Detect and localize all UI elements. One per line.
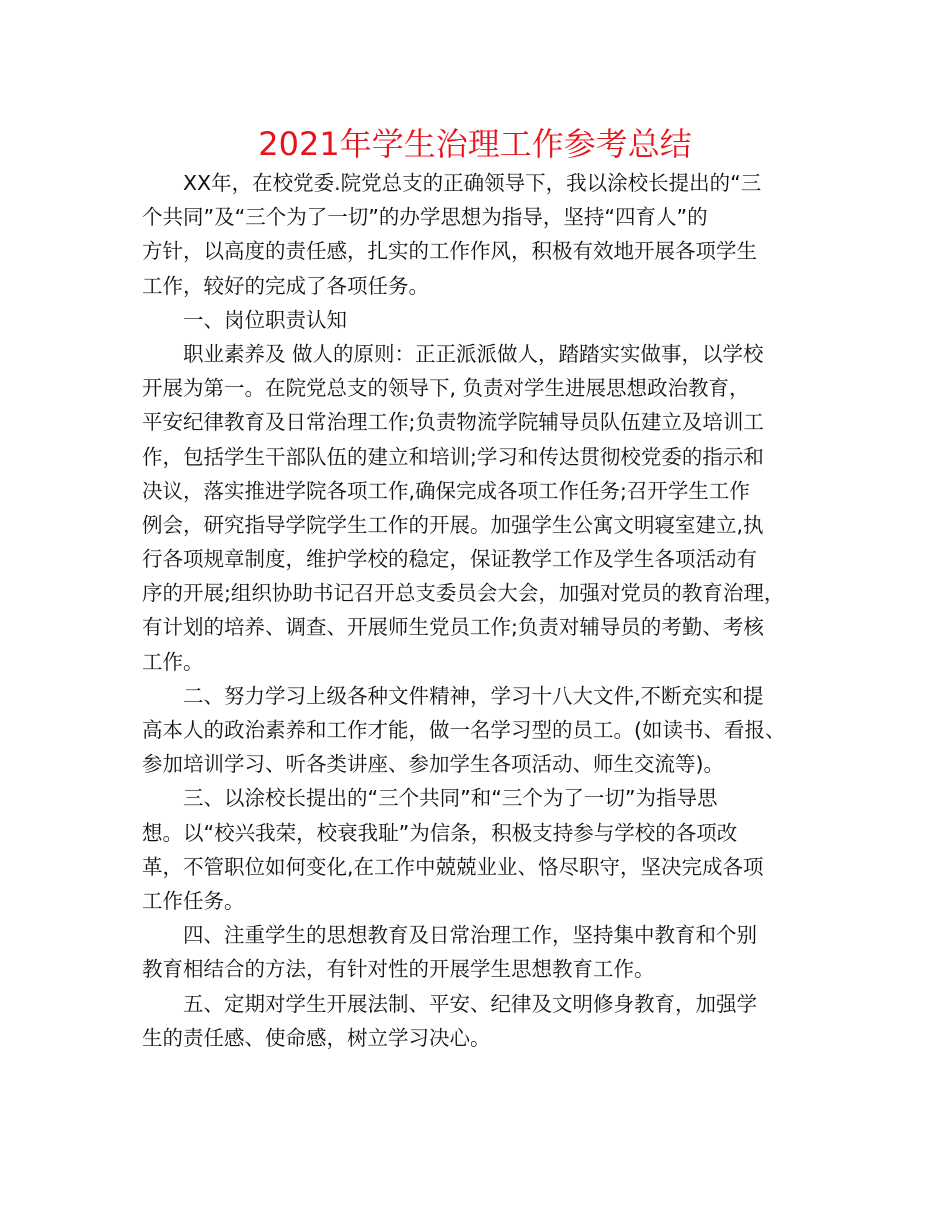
text-line: 例会，研究指导学院学生工作的开展。加强学生公寓文明寝室建立,执	[142, 512, 764, 537]
paragraph	[142, 679, 822, 782]
text-line: 生的责任感、使命感，树立学习决心。	[142, 1025, 491, 1050]
text-line: 工作任务。	[142, 888, 245, 913]
paragraph	[142, 781, 822, 918]
text-line: 行各项规章制度，维护学校的稳定，保证教学工作及学生各项活动有	[142, 547, 757, 572]
text-line: 五、定期对学生开展法制、平安、纪律及文明修身教育，加强学	[183, 991, 757, 1016]
text-line: 工作，较好的完成了各项任务。	[142, 273, 429, 298]
paragraph	[142, 166, 822, 303]
text-line: 决议，落实推进学院各项工作,确保完成各项工作任务;召开学生工作	[142, 478, 750, 503]
text-line: 参加培训学习、听各类讲座、参加学生各项活动、师生交流等)。	[142, 752, 724, 777]
paragraph	[142, 337, 822, 679]
text-line: 开展为第一。在院党总支的领导下, 负责对学生进展思想政治教育，	[142, 376, 750, 401]
document-body	[142, 166, 822, 1055]
text-line: 平安纪律教育及日常治理工作;负责物流学院辅导员队伍建立及培训工	[142, 410, 764, 435]
text-line: 有计划的培养、调查、开展师生党员工作;负责对辅导员的考勤、考核	[142, 615, 764, 640]
text-line: 方针，以高度的责任感，扎实的工作作风，积极有效地开展各项学生	[142, 239, 757, 264]
paragraph	[142, 987, 822, 1055]
text-line: 三、以涂校长提出的“三个共同”和“三个为了一切”为指导思	[183, 786, 718, 811]
text-line: 职业素养及 做人的原则：正正派派做人，踏踏实实做事，以学校	[183, 341, 764, 366]
text-line: 教育相结合的方法，有针对性的开展学生思想教育工作。	[142, 957, 655, 982]
text-line: 高本人的政治素养和工作才能，做一名学习型的员工。(如读书、看报、	[142, 718, 786, 742]
text-line: 二、努力学习上级各种文件精神，学习十八大文件,不断充实和提	[183, 683, 764, 708]
text-line: 四、注重学生的思想教育及日常治理工作，坚持集中教育和个别	[183, 923, 757, 948]
paragraph	[142, 918, 822, 986]
document-title: 2021年学生治理工作参考总结	[258, 125, 692, 163]
text-line: 想。以“校兴我荣，校衰我耻”为信条，积极支持参与学校的各项改	[142, 820, 738, 845]
text-line: 作，包括学生干部队伍的建立和培训;学习和传达贯彻校党委的指示和	[142, 444, 764, 469]
text-line: 革，不管职位如何变化,在工作中兢兢业业、恪尽职守，坚决完成各项	[142, 854, 764, 879]
text-line: 个共同”及“三个为了一切”的办学思想为指导，坚持“四育人”的	[142, 205, 708, 230]
section-heading	[142, 303, 822, 337]
text-line: 一、岗位职责认知	[183, 307, 347, 332]
text-line: 工作。	[142, 649, 204, 674]
text-line: 序的开展;组织协助书记召开总支委员会大会，加强对党员的教育治理，	[142, 581, 785, 606]
text-line: XX年，在校党委.院党总支的正确领导下，我以涂校长提出的“三	[183, 171, 762, 195]
